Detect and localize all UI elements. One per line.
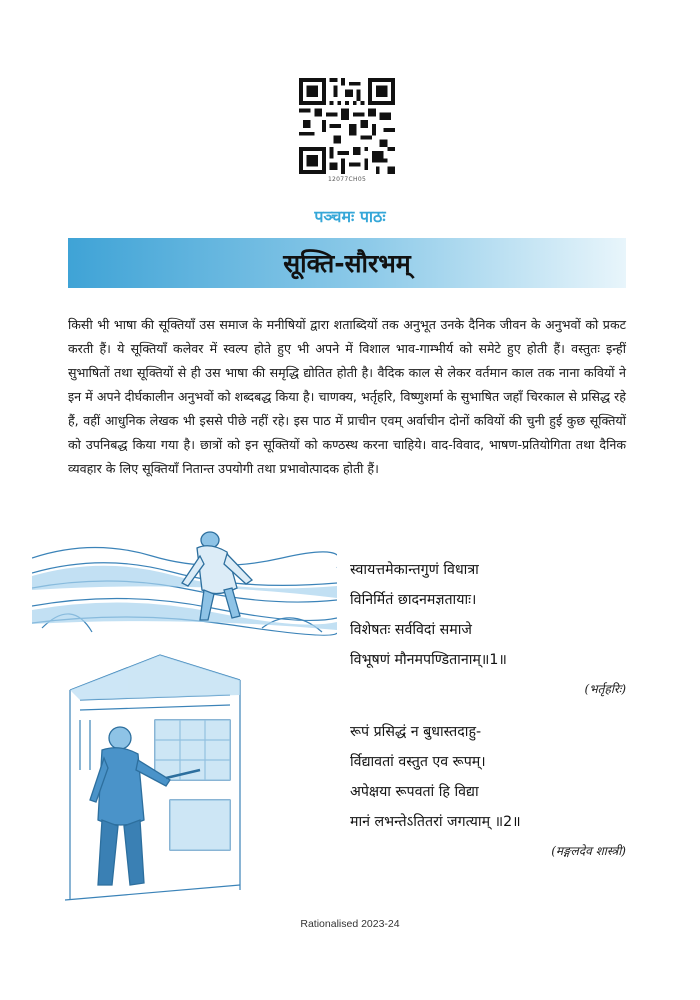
verse-2 — [350, 717, 521, 837]
verse-line: विभूषणं मौनमपण्डितानाम्॥1॥ — [350, 652, 507, 668]
qr-code-icon — [299, 78, 395, 174]
title-banner — [68, 238, 626, 288]
qr-code-block — [297, 78, 397, 183]
verse-line: रूपं प्रसिद्धं न बुधास्तदाहु- — [350, 724, 482, 740]
verse-line: विशेषतः सर्वविदां समाजे — [350, 622, 472, 638]
verse-line: स्वायत्तमेकान्तगुणं विधात्रा — [350, 562, 479, 578]
qr-code-label: 12077CH05 — [327, 176, 367, 183]
lesson-number: पञ्चमः पाठः — [314, 207, 386, 226]
intro-paragraph: किसी भी भाषा की सूक्तियाँ उस समाज के मनीषियों द्वारा शताब्दियों तक अनुभूत उनके दैनिक जीवन के अनुभवों को प्रकट करती हैं। ये सूक्तियाँ कलेवर में स्वल्प होते हुए भी अपने में विशाल भाव-गाम्भीर्य को समेटे हुए होती हैं। वस्तुतः इन्हीं सुभाषितों तथा सूक्तियों से ही उस भाषा की समृद्धि द्योतित होती है। वैदिक काल से लेकर वर्तमान काल तक नाना कवियों ने इन में अपने दीर्घकालीन अनुभवों को शब्दबद्ध किया है। चाणक्य, भर्तृहरि, विष्णुशर्मा के सुभाषित जहाँ चिरकाल से प्रसिद्ध रहे हैं, वहीं आधुनिक लेखक भी इससे पीछे नहीं रहे। इस पाठ में प्राचीन एवम् अर्वाचीन दोनों कवियों की चुनी हुई कुछ सूक्तियों को उपनिबद्ध किया गया है। छात्रों को इन सूक्तियों को कण्ठस्थ करना चाहिये। वाद-विवाद, भाषण-प्रतियोगिता तथा दैनिक व्यवहार के लिए सूक्तियाँ नितान्त उपयोगी तथा प्रभावोत्पादक होती हैं। — [68, 317, 626, 476]
verse-line: र्विद्यावतां वस्तुत एव रूपम्। — [350, 754, 486, 770]
verse-line: विनिर्मितं छादनमज्ञतायाः। — [350, 592, 477, 608]
verse-2-author: (मङ्गलदेव शास्त्री) — [551, 844, 626, 858]
lesson-title: सूक्ति-सौरभम् — [283, 249, 411, 278]
worker-illustration — [60, 650, 245, 905]
footer-note: Rationalised 2023-24 — [300, 918, 400, 930]
verse-1-author: (भर्तृहरिः) — [584, 682, 626, 696]
verse-1 — [350, 555, 507, 675]
farmer-illustration — [32, 528, 337, 638]
verse-line: अपेक्षया रूपवतां हि विद्या — [350, 784, 479, 800]
verse-line: मानं लभन्तेऽतितरां जगत्याम् ॥2॥ — [350, 814, 521, 830]
